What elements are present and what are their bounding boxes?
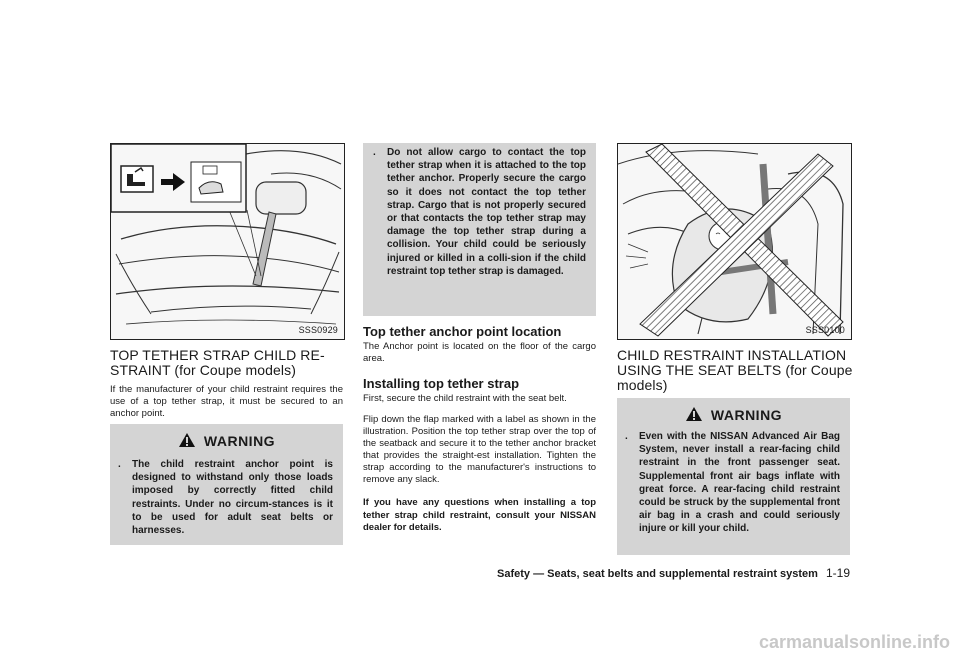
heading-anchor-location: Top tether anchor point location	[363, 324, 562, 339]
bullet-marker: .	[118, 459, 121, 470]
anchor-illustration-drawing	[111, 144, 344, 339]
bullet-marker: .	[625, 431, 628, 442]
warning-triangle-icon	[685, 406, 703, 422]
page-number: 1-19	[825, 566, 850, 580]
warning-box-middle	[363, 143, 596, 316]
section-title-top-tether: TOP TETHER STRAP CHILD RE- STRAINT (for Coupe models)	[110, 347, 325, 378]
section-title-seat-belt-install: CHILD RESTRAINT INSTALLATION USING THE SEAT BELTS (for Coupe models)	[617, 347, 853, 393]
footer-section: Safety — Seats, seat belts and supplemental restraint system	[497, 568, 818, 580]
warning-bullet-right	[617, 428, 850, 536]
warning-label-left: WARNING	[203, 433, 276, 449]
warning-box-left	[110, 424, 343, 545]
warning-text-right: Even with the NISSAN Advanced Air Bag System, never install a rear-facing child restraint in the front passenger seat. Supplemental front air bags inflate with great force. A rear-facing child restraint could be struck by the supplemental front air bag in a crash and could seriously injure or kill your child.	[639, 431, 840, 535]
para-anchor-location: The Anchor point is located on the floor of the cargo area.	[363, 341, 596, 364]
warning-text-left: The child restraint anchor point is designed to withstand only those loads imposed by correctly fitted child restraints. Under no circum-stances is it to be used for adult seat belts or harnesses.	[132, 459, 333, 537]
page-footer	[490, 566, 850, 580]
figure-id-right: SSS0100	[805, 325, 845, 335]
heading-installing-strap: Installing top tether strap	[363, 376, 520, 391]
bullet-marker: .	[373, 147, 376, 158]
intro-paragraph: If the manufacturer of your child restraint requires the use of a top tether strap, it must be secured to an anchor point.	[110, 384, 343, 419]
watermark: carmanualsonline.info	[758, 632, 950, 652]
warning-text-middle: Do not allow cargo to contact the top tether strap when it is attached to the top tether anchor. Properly secure the cargo so it does not contact the top tether strap. Cargo that is not properly secured or that contacts the top tether strap may damage the top tether strap during a collision. Your child could be seriously injured or killed in a colli-sion if the child restraint top tether strap is damaged.	[387, 147, 586, 277]
child-seat-drawing	[618, 144, 851, 339]
cargo-area-anchor-illustration	[110, 143, 345, 340]
warning-heading-right	[617, 398, 850, 428]
warning-box-right	[617, 398, 850, 555]
warning-heading-left	[110, 424, 343, 454]
para-consult-dealer: If you have any questions when installing a top tether strap child restraint, consult your NISSAN dealer for details.	[363, 497, 596, 533]
figure-id-left: SSS0929	[298, 325, 338, 335]
para-flip-flap: Flip down the flap marked with a label as shown in the illustration. Position the top tether strap over the top of the seatback and secure it to the tether anchor bracket that provides the straight-est installation. Tighten the strap according to the manufacturer's instructions to remove any slack.	[363, 414, 596, 485]
warning-bullet-left	[110, 454, 343, 537]
warning-label-right: WARNING	[710, 407, 783, 423]
child-seat-x-illustration	[617, 143, 852, 340]
warning-triangle-icon	[178, 432, 196, 448]
para-secure-seat-belt: First, secure the child restraint with the seat belt.	[363, 393, 567, 404]
warning-bullet-middle	[363, 143, 596, 278]
